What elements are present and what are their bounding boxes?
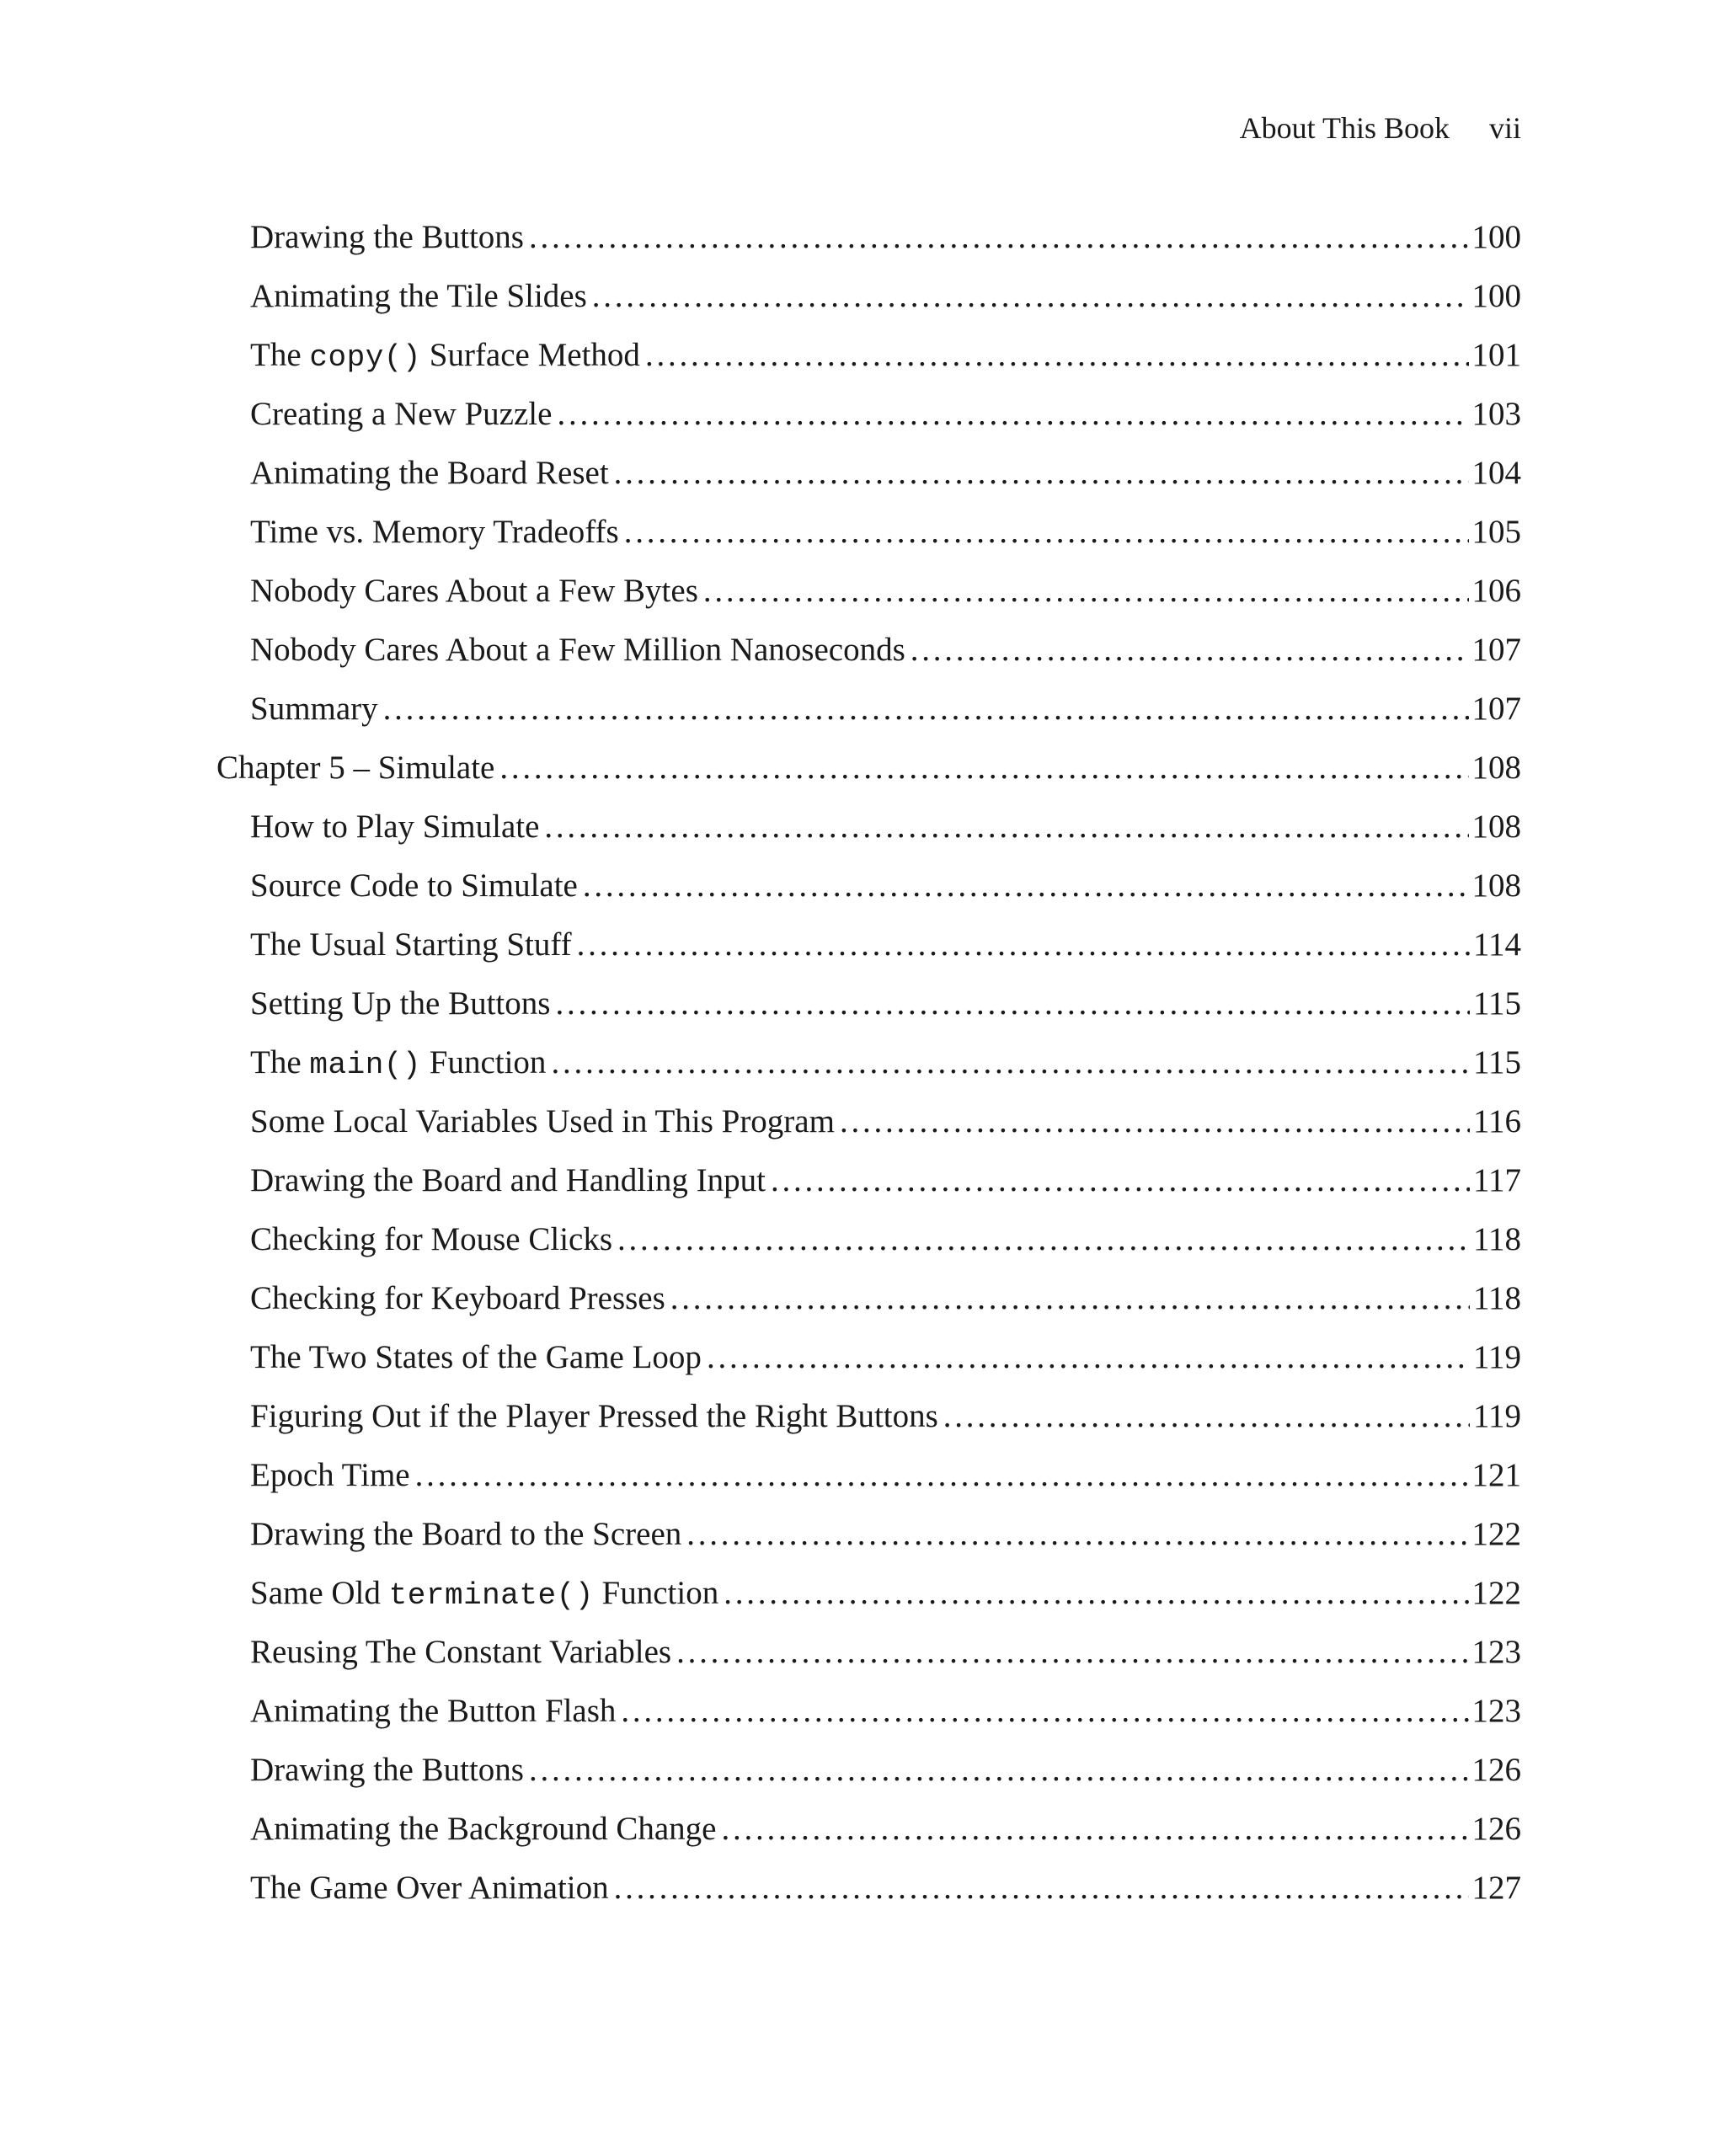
toc-entry-title bbox=[250, 1571, 718, 1619]
toc-entry-page-number: 118 bbox=[1472, 1221, 1521, 1257]
toc-entry-page-number: 101 bbox=[1471, 337, 1521, 373]
toc-entry-page-number: 104 bbox=[1471, 455, 1521, 491]
toc-entry-title-text: Nobody Cares About a Few Million Nanoseconds bbox=[250, 632, 905, 668]
dot-leader bbox=[544, 804, 1468, 850]
toc-entry-title-text: Nobody Cares About a Few Bytes bbox=[250, 573, 698, 609]
toc-entry-title-text: Reusing The Constant Variables bbox=[250, 1634, 672, 1670]
toc-entry-title bbox=[250, 686, 378, 732]
toc-entry-page-number: 108 bbox=[1471, 750, 1521, 786]
toc-entry-page-number: 119 bbox=[1472, 1398, 1521, 1434]
toc-entry-code: terminate() bbox=[388, 1578, 594, 1613]
toc-entry-page-number: 115 bbox=[1472, 985, 1521, 1022]
toc-entry-title bbox=[250, 863, 578, 909]
toc-entry-page-number: 108 bbox=[1471, 867, 1521, 904]
toc-entry-title bbox=[250, 1158, 766, 1203]
toc-entry[interactable] bbox=[216, 274, 1521, 333]
toc-entry-page-number: 123 bbox=[1471, 1693, 1521, 1729]
toc-entry-page-number: 100 bbox=[1471, 278, 1521, 314]
dot-leader bbox=[724, 1571, 1468, 1616]
dot-leader bbox=[621, 1689, 1468, 1734]
toc-entry-title-text: Drawing the Buttons bbox=[250, 219, 524, 255]
toc-entry[interactable] bbox=[216, 1276, 1521, 1335]
running-header bbox=[1240, 108, 1521, 148]
toc-entry-title-text: Animating the Button Flash bbox=[250, 1693, 617, 1729]
toc-entry-title bbox=[250, 1512, 681, 1557]
toc-entry[interactable] bbox=[216, 1571, 1521, 1630]
toc-entry-page-number: 127 bbox=[1471, 1870, 1521, 1906]
toc-entry-title bbox=[250, 1630, 671, 1675]
toc-chapter-entry[interactable] bbox=[216, 745, 1521, 804]
toc-entry-title-text: Setting Up the Buttons bbox=[250, 985, 551, 1022]
dot-leader bbox=[529, 215, 1469, 260]
toc-entry-page-number: 103 bbox=[1471, 396, 1521, 432]
toc-entry-title-text: The Game Over Animation bbox=[250, 1870, 609, 1906]
toc-entry[interactable] bbox=[216, 510, 1521, 568]
dot-leader bbox=[592, 274, 1469, 319]
toc-entry-page-number: 108 bbox=[1471, 808, 1521, 845]
toc-entry-page-number: 119 bbox=[1472, 1339, 1521, 1375]
toc-entry-title-text: Chapter 5 – Simulate bbox=[216, 750, 495, 786]
toc-entry[interactable] bbox=[216, 804, 1521, 863]
dot-leader bbox=[771, 1158, 1470, 1203]
dot-leader bbox=[383, 686, 1469, 732]
toc-entry-title-text: The bbox=[250, 1044, 302, 1081]
toc-entry-title bbox=[250, 1453, 410, 1498]
toc-entry-title-text: Surface Method bbox=[429, 337, 640, 373]
dot-leader bbox=[645, 333, 1469, 378]
toc-entry-page-number: 126 bbox=[1471, 1752, 1521, 1788]
toc-entry[interactable] bbox=[216, 981, 1521, 1040]
toc-entry-page-number: 116 bbox=[1472, 1103, 1521, 1139]
toc-entry-title bbox=[250, 804, 539, 850]
toc-entry-title bbox=[250, 1276, 665, 1321]
toc-entry-page-number: 105 bbox=[1471, 514, 1521, 550]
dot-leader bbox=[583, 863, 1469, 909]
toc-entry-title-text: How to Play Simulate bbox=[250, 808, 540, 845]
toc-entry[interactable] bbox=[216, 451, 1521, 510]
running-header-title: About This Book bbox=[1239, 111, 1450, 145]
toc-entry[interactable] bbox=[216, 686, 1521, 745]
toc-entry-page-number: 106 bbox=[1471, 573, 1521, 609]
toc-entry-title-text: Drawing the Buttons bbox=[250, 1752, 524, 1788]
dot-leader bbox=[614, 451, 1469, 496]
toc-entry[interactable] bbox=[216, 392, 1521, 451]
dot-leader bbox=[840, 1099, 1470, 1145]
toc-entry-page-number: 122 bbox=[1471, 1575, 1521, 1611]
dot-leader bbox=[557, 392, 1468, 437]
toc-entry-title-text: Figuring Out if the Player Pressed the Right Buttons bbox=[250, 1398, 938, 1434]
toc-entry-page-number: 114 bbox=[1472, 926, 1521, 963]
toc-entry[interactable] bbox=[216, 333, 1521, 392]
toc-entry-page-number: 126 bbox=[1471, 1811, 1521, 1847]
toc-entry-title-text: Function bbox=[601, 1575, 719, 1611]
toc-entry[interactable] bbox=[216, 1512, 1521, 1571]
dot-leader bbox=[686, 1512, 1468, 1557]
toc-entry-title bbox=[250, 1040, 546, 1088]
dot-leader bbox=[614, 1865, 1469, 1911]
toc-entry-title-text: Checking for Keyboard Presses bbox=[250, 1280, 665, 1316]
toc-entry-title-text: Checking for Mouse Clicks bbox=[250, 1221, 613, 1257]
toc-entry[interactable] bbox=[216, 1158, 1521, 1217]
toc-entry-title bbox=[250, 922, 572, 968]
toc-entry-title bbox=[250, 1865, 609, 1911]
toc-entry-title bbox=[250, 1099, 835, 1145]
toc-entry-page-number: 121 bbox=[1471, 1457, 1521, 1493]
toc-entry-title bbox=[250, 392, 552, 437]
page-number: vii bbox=[1488, 111, 1521, 145]
toc-entry-title bbox=[250, 274, 587, 319]
toc-entry-title bbox=[250, 1217, 612, 1262]
toc-entry-title-text: Function bbox=[429, 1044, 547, 1081]
toc-entry-code: main() bbox=[309, 1048, 422, 1082]
dot-leader bbox=[707, 1335, 1470, 1380]
toc-entry[interactable] bbox=[216, 1689, 1521, 1748]
toc-entry[interactable] bbox=[216, 922, 1521, 981]
dot-leader bbox=[415, 1453, 1469, 1498]
toc-entry-title-text: Same Old bbox=[250, 1575, 381, 1611]
table-of-contents bbox=[216, 215, 1521, 1924]
dot-leader bbox=[499, 745, 1468, 791]
toc-entry-title bbox=[250, 451, 609, 496]
toc-entry-page-number: 115 bbox=[1472, 1044, 1521, 1081]
dot-leader bbox=[577, 922, 1470, 968]
toc-entry-title-text: Source Code to Simulate bbox=[250, 867, 578, 904]
toc-entry-title bbox=[250, 215, 524, 260]
toc-entry[interactable] bbox=[216, 1335, 1521, 1394]
dot-leader bbox=[670, 1276, 1470, 1321]
toc-entry-title-text: Summary bbox=[250, 691, 378, 727]
toc-entry-title-text: Drawing the Board to the Screen bbox=[250, 1516, 682, 1552]
toc-entry[interactable] bbox=[216, 568, 1521, 627]
toc-entry-title-text: Some Local Variables Used in This Program bbox=[250, 1103, 835, 1139]
toc-entry[interactable] bbox=[216, 1806, 1521, 1865]
toc-entry[interactable] bbox=[216, 1865, 1521, 1924]
toc-entry[interactable] bbox=[216, 627, 1521, 686]
toc-entry[interactable] bbox=[216, 215, 1521, 274]
toc-entry-title bbox=[250, 627, 905, 673]
toc-entry-title bbox=[250, 510, 619, 555]
toc-entry-page-number: 107 bbox=[1471, 691, 1521, 727]
dot-leader bbox=[721, 1806, 1468, 1852]
dot-leader bbox=[676, 1630, 1468, 1675]
toc-entry[interactable] bbox=[216, 1453, 1521, 1512]
toc-entry[interactable] bbox=[216, 1040, 1521, 1099]
toc-entry-title bbox=[250, 1748, 524, 1793]
toc-entry-title-text: Time vs. Memory Tradeoffs bbox=[250, 514, 619, 550]
toc-entry-page-number: 100 bbox=[1471, 219, 1521, 255]
toc-entry-page-number: 122 bbox=[1471, 1516, 1521, 1552]
dot-leader bbox=[624, 510, 1469, 555]
dot-leader bbox=[943, 1394, 1470, 1439]
toc-entry-title bbox=[250, 1394, 938, 1439]
toc-entry-title bbox=[250, 568, 698, 614]
toc-entry[interactable] bbox=[216, 1217, 1521, 1276]
toc-entry-page-number: 107 bbox=[1471, 632, 1521, 668]
dot-leader bbox=[555, 981, 1470, 1027]
toc-entry-title-text: The Two States of the Game Loop bbox=[250, 1339, 702, 1375]
toc-entry[interactable] bbox=[216, 1099, 1521, 1158]
toc-entry-title bbox=[250, 1335, 702, 1380]
toc-entry-title-text: Animating the Background Change bbox=[250, 1811, 717, 1847]
toc-entry[interactable] bbox=[216, 1394, 1521, 1453]
toc-entry[interactable] bbox=[216, 1630, 1521, 1689]
dot-leader bbox=[529, 1748, 1469, 1793]
toc-entry-title-text: The Usual Starting Stuff bbox=[250, 926, 572, 963]
toc-entry-title bbox=[250, 333, 640, 381]
toc-entry-title-text: Animating the Tile Slides bbox=[250, 278, 587, 314]
toc-entry[interactable] bbox=[216, 863, 1521, 922]
toc-entry-title bbox=[250, 1689, 616, 1734]
toc-entry-title bbox=[216, 745, 494, 791]
toc-entry-page-number: 118 bbox=[1472, 1280, 1521, 1316]
toc-entry-page-number: 117 bbox=[1472, 1162, 1521, 1198]
toc-entry-title-text: Creating a New Puzzle bbox=[250, 396, 553, 432]
toc-entry[interactable] bbox=[216, 1748, 1521, 1806]
toc-entry-title bbox=[250, 981, 550, 1027]
dot-leader bbox=[911, 627, 1469, 673]
toc-entry-title-text: Drawing the Board and Handling Input bbox=[250, 1162, 766, 1198]
toc-entry-code: copy() bbox=[309, 340, 422, 375]
toc-entry-title bbox=[250, 1806, 716, 1852]
toc-entry-title-text: Animating the Board Reset bbox=[250, 455, 609, 491]
toc-entry-title-text: The bbox=[250, 337, 302, 373]
dot-leader bbox=[617, 1217, 1470, 1262]
toc-entry-title-text: Epoch Time bbox=[250, 1457, 410, 1493]
dot-leader bbox=[551, 1040, 1470, 1086]
toc-entry-page-number: 123 bbox=[1471, 1634, 1521, 1670]
dot-leader bbox=[703, 568, 1469, 614]
